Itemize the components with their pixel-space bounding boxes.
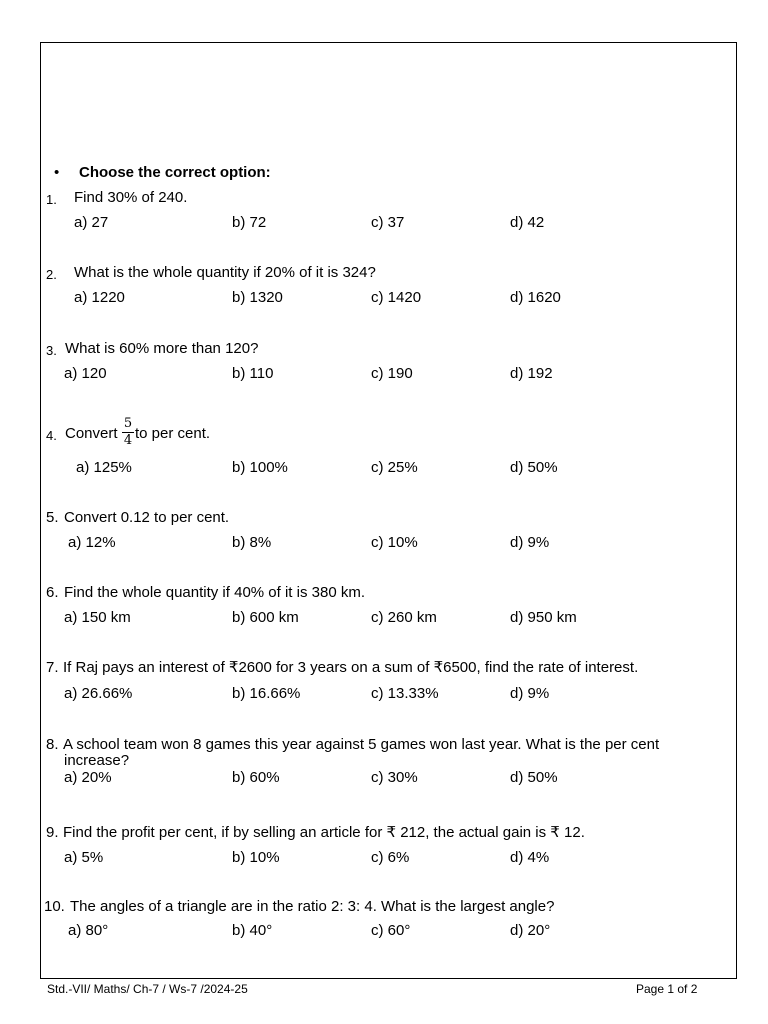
section-heading: Choose the correct option: [79, 164, 271, 181]
option-a: a) 12% [68, 534, 116, 551]
option-b: b) 40° [232, 922, 273, 939]
option-b: b) 110 [232, 365, 274, 382]
question-number: 1. [46, 192, 57, 207]
option-b: b) 8% [232, 534, 272, 551]
option-c: c) 25% [371, 459, 418, 476]
option-d: d) 950 km [510, 609, 577, 626]
question-number: 8. [46, 736, 59, 753]
question-number: 5. [46, 509, 59, 526]
question-number: 7. [46, 659, 59, 676]
question-text: Find the profit per cent, if by selling an article for ₹ 212, the actual gain is ₹ 12. [63, 824, 585, 841]
question-number: 3. [46, 343, 57, 358]
option-d: d) 9% [510, 534, 550, 551]
question-number: 4. [46, 428, 57, 443]
fraction-denominator: 4 [123, 433, 133, 448]
option-c: c) 190 [371, 365, 413, 382]
question-text: A school team won 8 games this year against 5 games won last year. What is the per cent [63, 736, 660, 753]
option-d: d) 1620 [510, 289, 561, 306]
page-number: Page 1 of 2 [636, 982, 698, 996]
option-d: d) 50% [510, 769, 558, 786]
option-b: b) 1320 [232, 289, 283, 306]
option-c: c) 60° [371, 922, 411, 939]
question-text: If Raj pays an interest of ₹2600 for 3 years on a sum of ₹6500, find the rate of interest. [63, 659, 639, 676]
question-number: 9. [46, 824, 59, 841]
option-c: c) 6% [371, 849, 410, 866]
option-b: b) 72 [232, 214, 267, 231]
footer-reference: Std.-VII/ Maths/ Ch-7 / Ws-7 /2024-25 [47, 982, 248, 996]
option-a: a) 125% [76, 459, 132, 476]
question-text-after: to per cent. [135, 425, 211, 442]
option-b: b) 10% [232, 849, 280, 866]
question-text-before: Convert [65, 425, 118, 442]
question-text: Find the whole quantity if 40% of it is 380 km. [64, 584, 365, 601]
option-b: b) 16.66% [232, 685, 301, 702]
option-a: a) 80° [68, 922, 109, 939]
option-c: c) 260 km [371, 609, 437, 626]
option-d: d) 192 [510, 365, 553, 382]
fraction-numerator: 5 [123, 416, 133, 431]
option-b: b) 100% [232, 459, 288, 476]
bullet-icon: • [54, 164, 60, 181]
question-text: The angles of a triangle are in the ratio 2: 3: 4. What is the largest angle? [70, 898, 555, 915]
option-a: a) 5% [64, 849, 104, 866]
option-d: d) 4% [510, 849, 550, 866]
question-number: 6. [46, 584, 59, 601]
option-c: c) 10% [371, 534, 418, 551]
option-a: a) 27 [74, 214, 109, 231]
option-a: a) 150 km [64, 609, 131, 626]
option-a: a) 26.66% [64, 685, 133, 702]
question-text: Convert 0.12 to per cent. [64, 509, 230, 526]
option-b: b) 600 km [232, 609, 299, 626]
option-d: d) 9% [510, 685, 550, 702]
option-c: c) 1420 [371, 289, 422, 306]
option-a: a) 1220 [74, 289, 125, 306]
option-b: b) 60% [232, 769, 280, 786]
option-c: c) 37 [371, 214, 405, 231]
option-d: d) 42 [510, 214, 545, 231]
option-a: a) 20% [64, 769, 112, 786]
question-text: Find 30% of 240. [74, 189, 188, 206]
question-number: 10. [44, 898, 65, 915]
question-text: What is 60% more than 120? [65, 340, 259, 357]
question-text: What is the whole quantity if 20% of it is 324? [74, 264, 376, 281]
option-d: d) 50% [510, 459, 558, 476]
question-number: 2. [46, 267, 57, 282]
option-d: d) 20° [510, 922, 551, 939]
option-c: c) 30% [371, 769, 418, 786]
option-c: c) 13.33% [371, 685, 439, 702]
option-a: a) 120 [64, 365, 107, 382]
question-text-line2: increase? [64, 752, 130, 769]
fraction [122, 417, 134, 448]
